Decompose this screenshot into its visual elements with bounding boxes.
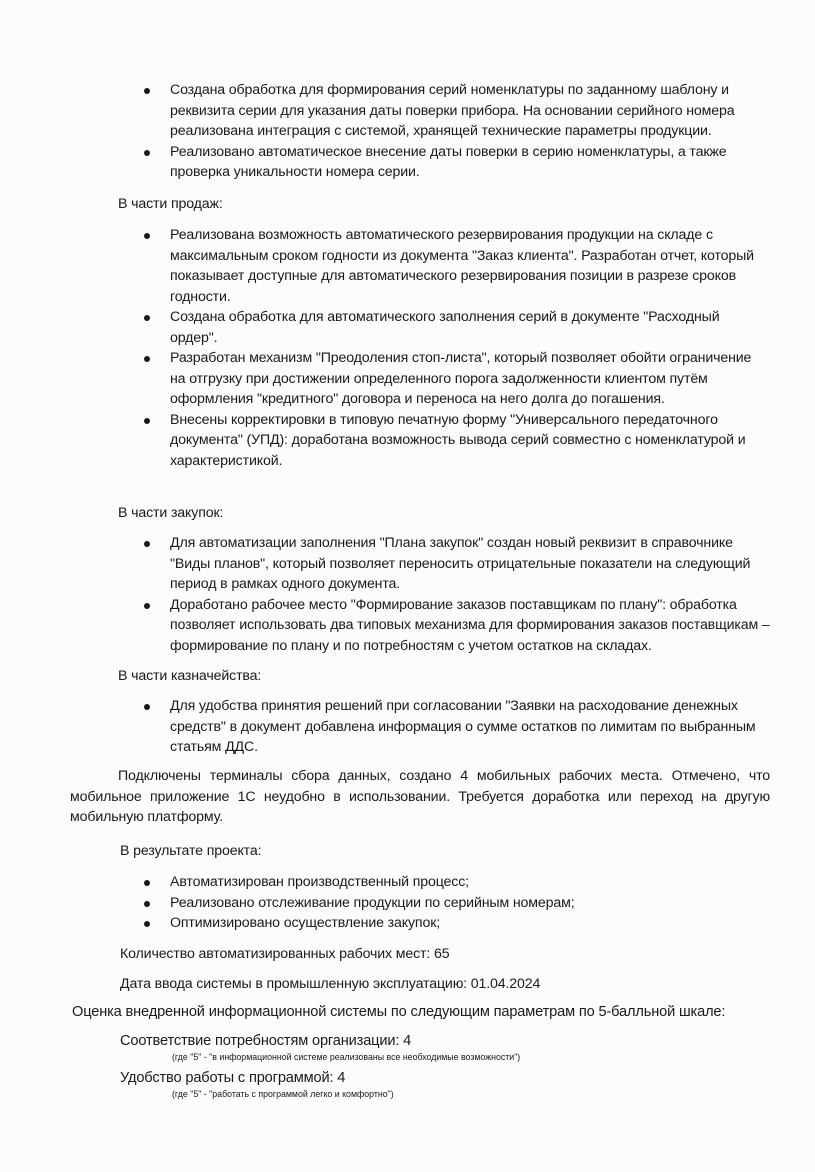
purchases-heading: В части закупок: bbox=[118, 505, 224, 521]
bullet-icon bbox=[144, 356, 150, 362]
list-item: Реализовано автоматическое внесение даты поверки в серию номенклатуры, а также проверка уникальности номера серии. bbox=[170, 142, 770, 183]
list-item: Создана обработка для формирования серий номенклатуры по заданному шаблону и реквизита серии для указания даты поверки прибора. На основании серийного номера реализована интеграция с системой, хранящей технические параметры продукции. bbox=[170, 80, 770, 142]
intro-bullet-list bbox=[170, 80, 770, 183]
bullet-icon bbox=[144, 150, 150, 156]
bullet-icon bbox=[144, 233, 150, 239]
bullet-icon bbox=[144, 603, 150, 609]
list-item: Автоматизирован производственный процесс; bbox=[170, 872, 770, 893]
bullet-icon bbox=[144, 315, 150, 321]
bullet-icon bbox=[144, 704, 150, 710]
results-bullet-list bbox=[170, 872, 770, 934]
list-item: Внесены корректировки в типовую печатную форму "Универсального передаточного документа" (УПД): доработана возможность вывода серий совместно с номенклатурой и характеристикой. bbox=[170, 410, 770, 472]
bullet-icon bbox=[144, 88, 150, 94]
list-item: Создана обработка для автоматического заполнения серий в документе "Расходный ордер". bbox=[170, 307, 770, 348]
list-item: Доработано рабочее место "Формирование заказов поставщикам по плану": обработка позволяет использовать два типовых механизма для формирования заказов поставщикам – формирование по плану и по потребностям с учетом остатков на складах. bbox=[170, 595, 770, 657]
bullet-icon bbox=[144, 901, 150, 907]
rating-item-needs: Соответствие потребностям организации: 4 bbox=[120, 1033, 412, 1049]
purchases-bullet-list bbox=[170, 533, 770, 656]
treasury-bullet-list bbox=[170, 696, 770, 758]
sales-heading: В части продаж: bbox=[118, 196, 223, 212]
list-item: Разработан механизм "Преодоления стоп-листа", который позволяет обойти ограничение на отгрузку при достижении определенного порога задолженности клиентом путём оформления "кредитного" договора и переноса на него долга до погашения. bbox=[170, 348, 770, 410]
list-item: Оптимизировано осуществление закупок; bbox=[170, 913, 770, 934]
rating-note-needs: (где "5" - "в информационной системе реализованы все необходимые возможности") bbox=[172, 1052, 521, 1062]
bullet-icon bbox=[144, 880, 150, 886]
list-item: Реализована возможность автоматического резервирования продукции на складе с максимальным сроком годности из документа "Заказ клиента". Разработан отчет, который показывает доступные для автоматического резервирования позиции в разрезе сроков годности. bbox=[170, 225, 770, 307]
list-item: Для автоматизации заполнения "Плана закупок" создан новый реквизит в справочнике "Виды планов", который позволяет переносить отрицательные показатели на следующий период в рамках одного документа. bbox=[170, 533, 770, 595]
rating-item-usability: Удобство работы с программой: 4 bbox=[120, 1070, 346, 1086]
bullet-icon bbox=[144, 541, 150, 547]
workstations-count: Количество автоматизированных рабочих мест: 65 bbox=[120, 946, 450, 962]
mobile-paragraph: Подключены терминалы сбора данных, создано 4 мобильных рабочих места. Отмечено, что мобильное приложение 1С неудобно в использовании. Требуется доработка или переход на другую мобильную платформу. bbox=[70, 768, 770, 825]
list-item: Реализовано отслеживание продукции по серийным номерам; bbox=[170, 893, 770, 914]
rating-note-usability: (где "5" - "работать с программой легко и комфортно") bbox=[172, 1089, 394, 1099]
sales-bullet-list bbox=[170, 225, 770, 471]
rating-heading: Оценка внедренной информационной системы по следующим параметрам по 5-балльной шкале: bbox=[72, 1004, 726, 1020]
launch-date: Дата ввода системы в промышленную эксплуатацию: 01.04.2024 bbox=[120, 976, 541, 992]
bullet-icon bbox=[144, 418, 150, 424]
bullet-icon bbox=[144, 921, 150, 927]
list-item: Для удобства принятия решений при согласовании "Заявки на расходование денежных средств" в документ добавлена информация о сумме остатков по лимитам по выбранным статьям ДДС. bbox=[170, 696, 770, 758]
results-heading: В результате проекта: bbox=[120, 843, 262, 859]
treasury-heading: В части казначейства: bbox=[118, 668, 262, 684]
